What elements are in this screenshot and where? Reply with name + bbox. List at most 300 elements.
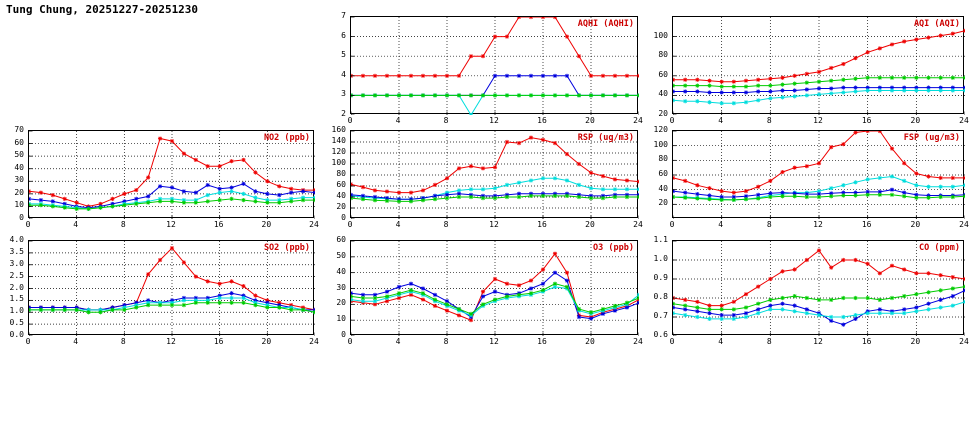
series-marker-red <box>469 54 473 58</box>
series-marker-green <box>890 76 894 80</box>
y-tick-label: 60 <box>658 69 668 79</box>
series-marker-red <box>805 258 809 262</box>
y-tick-label: 3.5 <box>9 246 24 256</box>
series-marker-green <box>637 93 639 97</box>
series-marker-green <box>853 77 857 81</box>
series-marker-green <box>914 196 918 200</box>
y-tick-label: 0.6 <box>653 330 668 339</box>
series-marker-cyan <box>914 183 918 187</box>
series-marker-blue <box>433 293 437 297</box>
series-marker-red <box>768 277 772 281</box>
series-marker-red <box>841 142 845 146</box>
series-marker-blue <box>695 309 699 313</box>
series-marker-green <box>841 193 845 197</box>
series-marker-cyan <box>841 90 845 94</box>
series-marker-red <box>695 183 699 187</box>
series-marker-red <box>756 285 760 289</box>
series-marker-cyan <box>817 313 821 317</box>
series-marker-green <box>481 196 485 200</box>
series-marker-green <box>361 93 365 97</box>
series-marker-green <box>134 305 138 309</box>
series-marker-green <box>86 207 90 211</box>
series-marker-red <box>805 72 809 76</box>
series-marker-green <box>625 301 629 305</box>
series-marker-green <box>673 84 675 88</box>
series-marker-green <box>707 197 711 201</box>
series-marker-blue <box>902 191 906 195</box>
series-marker-blue <box>493 74 497 78</box>
series-marker-green <box>385 93 389 97</box>
series-marker-green <box>756 302 760 306</box>
series-marker-cyan <box>890 88 894 92</box>
series-marker-cyan <box>853 89 857 93</box>
series-marker-red <box>122 192 126 196</box>
y-tick-label: 20 <box>658 109 668 118</box>
series-marker-green <box>63 206 67 210</box>
series-marker-cyan <box>565 178 569 182</box>
series-marker-blue <box>265 192 269 196</box>
series-marker-cyan <box>756 311 760 315</box>
series-marker-green <box>433 297 437 301</box>
series-marker-green <box>780 83 784 87</box>
series-marker-green <box>732 307 736 311</box>
series-marker-red <box>805 164 809 168</box>
series-marker-cyan <box>951 304 955 308</box>
series-marker-cyan <box>695 315 699 319</box>
page-title: Tung Chung, 20251227-20251230 <box>6 3 199 16</box>
series-marker-green <box>926 290 930 294</box>
series-marker-cyan <box>817 92 821 96</box>
x-tick-label: 16 <box>213 220 224 229</box>
series-marker-green <box>457 195 461 199</box>
plot-area-rsp <box>350 130 638 218</box>
series-marker-red <box>457 166 461 170</box>
series-marker-red <box>517 283 521 287</box>
series-marker-blue <box>565 74 569 78</box>
series-marker-green <box>829 298 833 302</box>
series-marker-red <box>577 54 581 58</box>
y-tick-label: 4.0 <box>9 235 24 244</box>
x-tick-label: 16 <box>537 220 547 229</box>
series-marker-green <box>457 307 461 311</box>
series-marker-blue <box>707 311 711 315</box>
series-marker-blue <box>805 87 809 91</box>
y-tick-label: 80 <box>658 154 668 164</box>
y-tick-label: 50 <box>14 150 24 160</box>
x-tick-label: 8 <box>443 116 449 125</box>
series-marker-red <box>793 74 797 78</box>
series-marker-green <box>878 76 882 80</box>
series-marker-blue <box>926 302 930 306</box>
x-tick-label: 12 <box>166 220 176 229</box>
series-marker-blue <box>732 313 736 317</box>
series-marker-blue <box>853 317 857 321</box>
series-marker-green <box>529 93 533 97</box>
series-marker-green <box>313 310 315 314</box>
x-tick-label: 4 <box>718 220 724 229</box>
series-marker-cyan <box>673 98 675 102</box>
y-tick-label: 3.0 <box>9 258 24 268</box>
series-marker-red <box>445 176 449 180</box>
series-marker-green <box>744 84 748 88</box>
x-tick-label: 4 <box>395 116 401 125</box>
series-marker-green <box>768 298 772 302</box>
series-marker-green <box>853 193 857 197</box>
series-marker-green <box>517 93 521 97</box>
x-tick-label: 0 <box>25 220 31 229</box>
series-marker-red <box>29 189 31 193</box>
y-tick-label: 60 <box>658 169 668 178</box>
y-tick-label: 10 <box>14 200 24 210</box>
series-marker-blue <box>541 74 545 78</box>
series-marker-red <box>601 74 605 78</box>
x-tick-label: 0 <box>669 116 675 125</box>
series-marker-green <box>241 301 245 305</box>
series-marker-green <box>683 84 687 88</box>
series-marker-red <box>780 170 784 174</box>
series-marker-red <box>421 74 425 78</box>
y-tick-label: 0.8 <box>653 292 668 301</box>
series-marker-green <box>265 201 269 205</box>
series-marker-cyan <box>182 298 186 302</box>
series-marker-blue <box>951 294 955 298</box>
series-marker-red <box>732 80 736 84</box>
series-marker-red <box>421 297 425 301</box>
series-marker-blue <box>780 88 784 92</box>
series-marker-red <box>469 164 473 168</box>
series-marker-green <box>926 196 930 200</box>
panel-title-so2: SO2 (ppb) <box>263 243 310 253</box>
series-marker-green <box>720 307 724 311</box>
y-tick-label: 40 <box>14 162 24 172</box>
series-marker-green <box>902 76 906 80</box>
series-marker-green <box>625 93 629 97</box>
plot-area-no2 <box>28 130 314 218</box>
series-marker-red <box>277 184 281 188</box>
series-marker-blue <box>878 307 882 311</box>
series-marker-green <box>182 303 186 307</box>
series-marker-green <box>277 201 281 205</box>
series-marker-green <box>194 301 198 305</box>
series-marker-red <box>939 273 943 277</box>
series-marker-red <box>229 159 233 163</box>
series-marker-green <box>158 199 162 203</box>
series-marker-green <box>253 199 257 203</box>
series-marker-green <box>673 302 675 306</box>
series-marker-red <box>75 201 79 205</box>
series-marker-green <box>289 308 293 312</box>
series-marker-cyan <box>218 296 222 300</box>
series-marker-cyan <box>853 313 857 317</box>
series-marker-green <box>351 294 353 298</box>
series-marker-red <box>939 34 943 38</box>
series-marker-red <box>707 304 711 308</box>
y-tick-label: 50 <box>336 250 346 260</box>
series-marker-cyan <box>768 307 772 311</box>
series-marker-green <box>817 195 821 199</box>
series-marker-green <box>373 296 377 300</box>
y-tick-label: 2.5 <box>9 270 24 280</box>
series-marker-green <box>951 76 955 80</box>
series-marker-green <box>756 84 760 88</box>
series-marker-green <box>182 201 186 205</box>
series-marker-blue <box>229 291 233 295</box>
y-tick-label: 100 <box>653 30 668 40</box>
series-marker-cyan <box>902 179 906 183</box>
series-marker-cyan <box>829 315 833 319</box>
series-marker-cyan <box>866 177 870 181</box>
series-marker-red <box>409 74 413 78</box>
series-marker-green <box>720 84 724 88</box>
y-tick-label: 1.0 <box>653 254 668 263</box>
series-marker-green <box>951 195 955 199</box>
series-marker-red <box>565 35 569 39</box>
series-marker-green <box>445 196 449 200</box>
series-marker-green <box>170 303 174 307</box>
series-marker-green <box>553 93 557 97</box>
series-marker-red <box>433 74 437 78</box>
series-marker-red <box>780 269 784 273</box>
series-marker-green <box>39 203 43 207</box>
series-marker-cyan <box>829 91 833 95</box>
series-marker-blue <box>768 191 772 195</box>
series-marker-red <box>39 191 43 195</box>
series-marker-blue <box>29 197 31 201</box>
series-marker-green <box>914 76 918 80</box>
series-marker-green <box>206 301 210 305</box>
series-marker-cyan <box>914 88 918 92</box>
series-marker-red <box>878 271 882 275</box>
series-marker-green <box>565 285 569 289</box>
series-marker-blue <box>695 89 699 93</box>
series-marker-green <box>505 195 509 199</box>
series-marker-green <box>98 310 102 314</box>
series-marker-green <box>866 76 870 80</box>
x-tick-label: 12 <box>813 116 823 125</box>
series-marker-cyan <box>707 100 711 104</box>
series-marker-cyan <box>902 88 906 92</box>
series-marker-red <box>373 188 377 192</box>
series-marker-red <box>445 309 449 313</box>
series-marker-red <box>625 74 629 78</box>
series-marker-red <box>541 17 545 19</box>
series-marker-red <box>601 174 605 178</box>
series-marker-green <box>695 196 699 200</box>
series-marker-red <box>707 186 711 190</box>
plot-area-so2 <box>28 240 314 335</box>
series-marker-cyan <box>505 183 509 187</box>
series-marker-blue <box>780 302 784 306</box>
series-marker-red <box>744 189 748 193</box>
series-marker-green <box>817 80 821 84</box>
series-marker-blue <box>517 74 521 78</box>
x-tick-label: 16 <box>537 337 547 346</box>
x-tick-label: 12 <box>813 220 823 229</box>
series-marker-red <box>481 290 485 294</box>
series-marker-green <box>301 198 305 202</box>
x-tick-label: 16 <box>861 337 872 346</box>
y-tick-label: 60 <box>14 137 24 147</box>
series-marker-green <box>122 203 126 207</box>
series-marker-green <box>553 282 557 286</box>
series-marker-green <box>637 195 639 199</box>
x-tick-label: 20 <box>585 116 595 125</box>
plot-svg-no2 <box>29 131 315 219</box>
series-marker-red <box>902 39 906 43</box>
series-marker-blue <box>146 194 150 198</box>
series-marker-blue <box>313 191 315 195</box>
series-marker-blue <box>744 311 748 315</box>
series-marker-red <box>265 179 269 183</box>
series-marker-blue <box>695 192 699 196</box>
series-marker-green <box>866 193 870 197</box>
series-marker-green <box>51 308 55 312</box>
series-marker-red <box>146 175 150 179</box>
plot-svg-co <box>673 241 965 336</box>
series-marker-cyan <box>673 311 675 315</box>
series-marker-green <box>29 308 31 312</box>
series-marker-blue <box>51 199 55 203</box>
series-marker-green <box>707 84 711 88</box>
series-marker-green <box>939 288 943 292</box>
series-marker-green <box>397 291 401 295</box>
series-marker-red <box>853 131 857 135</box>
series-marker-red <box>732 191 736 195</box>
series-marker-red <box>890 264 894 268</box>
series-marker-blue <box>756 89 760 93</box>
x-tick-label: 20 <box>910 116 921 125</box>
series-marker-cyan <box>768 96 772 100</box>
series-marker-red <box>768 179 772 183</box>
series-marker-cyan <box>683 313 687 317</box>
x-tick-label: 12 <box>489 220 499 229</box>
plot-area-aqi <box>672 16 964 114</box>
series-marker-blue <box>289 191 293 195</box>
series-marker-red <box>158 258 162 262</box>
series-marker-red <box>756 185 760 189</box>
plot-area-aqhi <box>350 16 638 114</box>
series-marker-cyan <box>517 181 521 185</box>
series-marker-green <box>853 296 857 300</box>
series-marker-green <box>744 305 748 309</box>
x-tick-label: 24 <box>633 220 643 229</box>
y-tick-label: 140 <box>331 136 346 145</box>
plot-svg-aqhi <box>351 17 639 115</box>
panel-title-co: CO (ppm) <box>919 243 960 253</box>
series-marker-blue <box>793 304 797 308</box>
series-marker-green <box>110 308 114 312</box>
series-marker-cyan <box>241 296 245 300</box>
series-marker-green <box>963 285 965 289</box>
series-marker-red <box>541 138 545 142</box>
series-marker-blue <box>194 191 198 195</box>
series-marker-cyan <box>963 183 965 187</box>
y-tick-label: 100 <box>331 158 346 167</box>
series-marker-red <box>951 32 955 36</box>
x-tick-label: 16 <box>213 337 224 346</box>
series-marker-cyan <box>756 98 760 102</box>
series-marker-cyan <box>926 185 930 189</box>
series-marker-cyan <box>529 178 533 182</box>
plot-svg-aqi <box>673 17 965 115</box>
series-marker-green <box>253 303 257 307</box>
series-marker-green <box>86 310 90 314</box>
x-tick-label: 8 <box>766 116 772 125</box>
y-tick-label: 160 <box>331 125 346 134</box>
series-marker-green <box>361 296 365 300</box>
series-marker-red <box>445 74 449 78</box>
series-marker-red <box>951 176 955 180</box>
series-marker-cyan <box>720 101 724 105</box>
x-tick-label: 8 <box>766 337 772 346</box>
series-marker-green <box>577 195 581 199</box>
series-marker-cyan <box>939 185 943 189</box>
x-tick-label: 20 <box>910 337 921 346</box>
series-marker-red <box>565 271 569 275</box>
series-marker-red <box>793 267 797 271</box>
series-marker-green <box>756 196 760 200</box>
series-marker-green <box>589 93 593 97</box>
series-marker-green <box>601 196 605 200</box>
series-marker-red <box>253 294 257 298</box>
x-tick-label: 24 <box>633 116 643 125</box>
series-marker-green <box>313 198 315 202</box>
series-marker-green <box>289 199 293 203</box>
series-marker-green <box>768 84 772 88</box>
series-marker-cyan <box>878 176 882 180</box>
series-marker-green <box>122 308 126 312</box>
series-marker-red <box>817 161 821 165</box>
series-marker-blue <box>683 89 687 93</box>
series-marker-green <box>601 93 605 97</box>
series-marker-red <box>756 78 760 82</box>
y-tick-label: 5 <box>341 50 346 60</box>
series-marker-green <box>805 195 809 199</box>
series-marker-green <box>146 303 150 307</box>
series-marker-red <box>505 282 509 286</box>
series-marker-green <box>241 198 245 202</box>
series-marker-blue <box>493 290 497 294</box>
x-tick-label: 8 <box>120 337 126 346</box>
x-tick-label: 24 <box>633 337 643 346</box>
series-marker-red <box>397 191 401 195</box>
series-marker-green <box>613 195 617 199</box>
series-marker-blue <box>577 315 581 319</box>
series-marker-cyan <box>914 309 918 313</box>
series-marker-blue <box>732 90 736 94</box>
series-marker-cyan <box>218 191 222 195</box>
plot-area-fsp <box>672 130 964 218</box>
series-marker-red <box>866 131 870 133</box>
x-tick-label: 16 <box>861 116 872 125</box>
series-marker-green <box>397 93 401 97</box>
series-marker-red <box>902 161 906 165</box>
series-marker-red <box>683 78 687 82</box>
panel-title-o3: O3 (ppb) <box>593 243 634 253</box>
series-marker-blue <box>902 307 906 311</box>
series-marker-blue <box>553 271 557 275</box>
series-marker-cyan <box>939 305 943 309</box>
series-marker-green <box>517 293 521 297</box>
x-tick-label: 20 <box>910 220 921 229</box>
series-marker-green <box>553 194 557 198</box>
series-marker-cyan <box>902 311 906 315</box>
series-marker-green <box>744 197 748 201</box>
series-marker-blue <box>301 189 305 193</box>
series-marker-green <box>793 194 797 198</box>
series-marker-green <box>565 194 569 198</box>
series-marker-red <box>577 162 581 166</box>
